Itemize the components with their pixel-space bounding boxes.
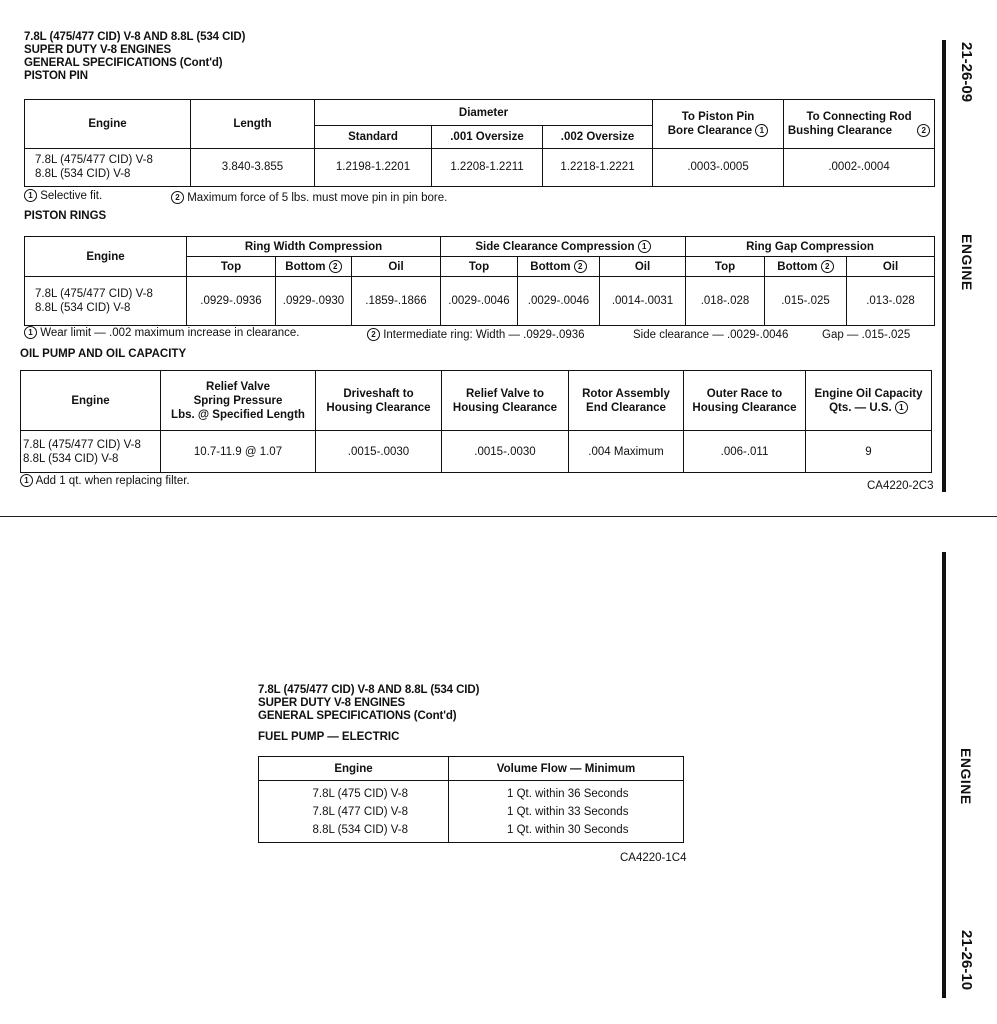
footnote-2-marker: 2 — [917, 124, 930, 137]
rings-footnote-2-side: Side clearance — .0029-.0046 — [633, 329, 789, 341]
length-cell: 3.840-3.855 — [191, 148, 315, 186]
col-bore-clearance: To Piston Pin Bore Clearance 1 — [653, 100, 784, 149]
rings-footnote-2: 2 Intermediate ring: Width — .0929-.0936 — [367, 328, 585, 341]
col-gap-top: Top — [686, 257, 765, 277]
col-gap-bottom: Bottom 2 — [765, 257, 847, 277]
engine-cell: 7.8L (475/477 CID) V-8 8.8L (534 CID) V-8 — [25, 148, 191, 186]
col-ring-gap: Ring Gap Compression — [686, 237, 935, 257]
fuel-pump-table — [258, 756, 684, 843]
section-title-piston-rings: PISTON RINGS — [24, 210, 107, 222]
flow-cell: 1 Qt. within 36 Seconds 1 Qt. within 33 Seconds 1 Qt. within 30 Seconds — [449, 781, 684, 843]
col-width-top: Top — [187, 257, 276, 277]
footnote-1-marker: 1 — [755, 124, 768, 137]
col-rotor: Rotor Assembly End Clearance — [569, 371, 684, 431]
header-line3: GENERAL SPECIFICATIONS (Cont'd) — [258, 710, 457, 722]
col-volume-flow: Volume Flow — Minimum — [449, 757, 684, 781]
footnote-2: 2 Maximum force of 5 lbs. must move pin in pin bore. — [171, 191, 447, 204]
engine-cell: 7.8L (475/477 CID) V-8 8.8L (534 CID) V-8 — [25, 277, 187, 326]
col-standard: Standard — [315, 126, 432, 148]
piston-pin-table — [24, 99, 935, 187]
oversize-002-cell: 1.2218-1.2221 — [543, 148, 653, 186]
col-relief-housing: Relief Valve to Housing Clearance — [442, 371, 569, 431]
page-number: 21-26-10 — [958, 930, 975, 991]
table-row — [25, 148, 935, 186]
oil-pump-table — [20, 370, 932, 473]
relief-housing-cell: .0015-.0030 — [442, 431, 569, 473]
rings-footnote-2-gap: Gap — .015-.025 — [822, 329, 911, 341]
page-edge-bar — [942, 40, 946, 492]
col-driveshaft: Driveshaft to Housing Clearance — [316, 371, 442, 431]
page-divider — [0, 516, 997, 517]
header-line2: SUPER DUTY V-8 ENGINES — [24, 44, 172, 56]
header-line2: SUPER DUTY V-8 ENGINES — [258, 697, 406, 709]
col-oversize-002: .002 Oversize — [543, 126, 653, 148]
col-width-oil: Oil — [352, 257, 441, 277]
header-line1: 7.8L (475/477 CID) V-8 AND 8.8L (534 CID) — [258, 684, 480, 696]
page-edge-bar — [942, 552, 946, 998]
section-title-piston-pin: PISTON PIN — [24, 70, 88, 82]
col-engine: Engine — [259, 757, 449, 781]
col-engine: Engine — [25, 100, 191, 149]
col-side-oil: Oil — [600, 257, 686, 277]
table-row — [259, 781, 684, 843]
rings-footnote-1: 1 Wear limit — .002 maximum increase in clearance. — [24, 326, 299, 339]
col-side-top: Top — [441, 257, 518, 277]
col-ring-width: Ring Width Compression — [187, 237, 441, 257]
table-row — [25, 277, 935, 326]
col-side-clearance: Side Clearance Compression 1 — [441, 237, 686, 257]
oil-capacity-cell: 9 — [806, 431, 932, 473]
page-number: 21-26-09 — [958, 42, 975, 103]
width-top-cell: .0929-.0936 — [187, 277, 276, 326]
section-title-oil-pump: OIL PUMP AND OIL CAPACITY — [20, 348, 187, 360]
figure-code: CA4220-1C4 — [620, 852, 687, 864]
figure-code: CA4220-2C3 — [867, 480, 934, 492]
rotor-cell: .004 Maximum — [569, 431, 684, 473]
driveshaft-cell: .0015-.0030 — [316, 431, 442, 473]
standard-cell: 1.2198-1.2201 — [315, 148, 432, 186]
oversize-001-cell: 1.2208-1.2211 — [432, 148, 543, 186]
section-title-fuel-pump: FUEL PUMP — ELECTRIC — [258, 731, 400, 743]
relief-cell: 10.7-11.9 @ 1.07 — [161, 431, 316, 473]
width-oil-cell: .1859-.1866 — [352, 277, 441, 326]
col-width-bottom: Bottom 2 — [276, 257, 352, 277]
gap-top-cell: .018-.028 — [686, 277, 765, 326]
gap-bottom-cell: .015-.025 — [765, 277, 847, 326]
col-oversize-001: .001 Oversize — [432, 126, 543, 148]
section-label: ENGINE — [958, 748, 974, 805]
engine-cell: 7.8L (475/477 CID) V-8 8.8L (534 CID) V-8 — [21, 431, 161, 473]
col-bushing-clearance: To Connecting Rod Bushing Clearance 2 — [784, 100, 935, 149]
col-engine: Engine — [21, 371, 161, 431]
col-length: Length — [191, 100, 315, 149]
outer-race-cell: .006-.011 — [684, 431, 806, 473]
header-line1: 7.8L (475/477 CID) V-8 AND 8.8L (534 CID) — [24, 31, 246, 43]
width-bottom-cell: .0929-.0930 — [276, 277, 352, 326]
side-top-cell: .0029-.0046 — [441, 277, 518, 326]
col-oil-capacity: Engine Oil Capacity Qts. — U.S. 1 — [806, 371, 932, 431]
col-relief-valve: Relief Valve Spring Pressure Lbs. @ Specified Length — [161, 371, 316, 431]
header-line3: GENERAL SPECIFICATIONS (Cont'd) — [24, 57, 223, 69]
engine-cell: 7.8L (475 CID) V-8 7.8L (477 CID) V-8 8.8L (534 CID) V-8 — [259, 781, 449, 843]
side-oil-cell: .0014-.0031 — [600, 277, 686, 326]
col-side-bottom: Bottom 2 — [518, 257, 600, 277]
col-outer-race: Outer Race to Housing Clearance — [684, 371, 806, 431]
gap-oil-cell: .013-.028 — [847, 277, 935, 326]
side-bottom-cell: .0029-.0046 — [518, 277, 600, 326]
table-row — [21, 431, 932, 473]
page2-header — [258, 684, 479, 723]
page1-header — [24, 31, 245, 83]
col-diameter: Diameter — [315, 100, 653, 126]
piston-rings-table — [24, 236, 935, 326]
bushing-clearance-cell: .0002-.0004 — [784, 148, 935, 186]
oil-footnote-1: 1 Add 1 qt. when replacing filter. — [20, 474, 190, 487]
col-gap-oil: Oil — [847, 257, 935, 277]
section-label: ENGINE — [959, 234, 975, 291]
col-engine: Engine — [25, 237, 187, 277]
bore-clearance-cell: .0003-.0005 — [653, 148, 784, 186]
footnote-1: 1 Selective fit. — [24, 189, 102, 202]
